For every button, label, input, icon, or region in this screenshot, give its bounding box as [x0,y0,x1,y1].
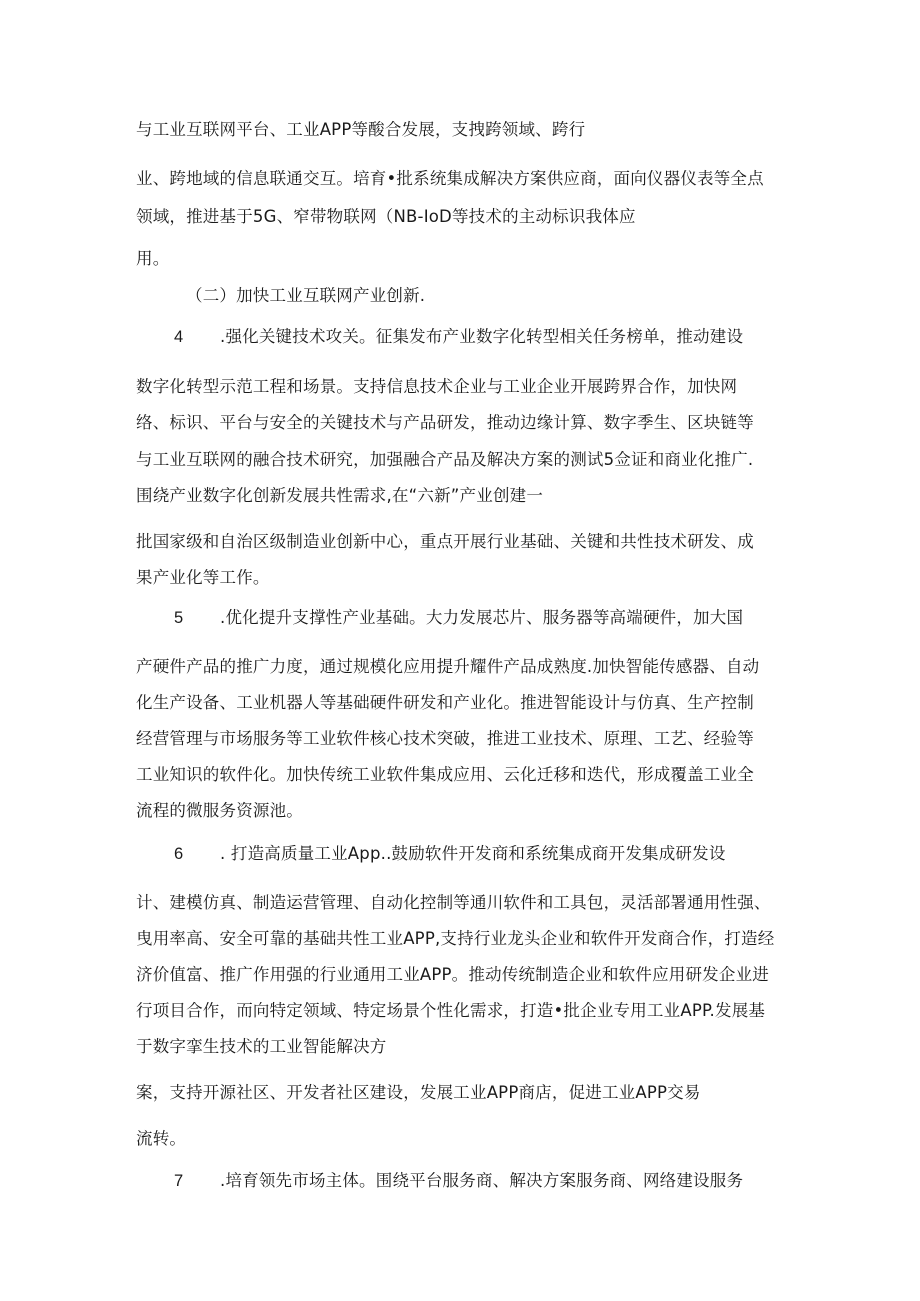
body-line: 批国家级和自治区级制造业创新中心，重点开展行业基础、关键和共性技术研发、成 [136,532,754,551]
item-number: 4 [174,328,184,346]
item-heading-line: .培育领先市场主体。围绕平台服务商、解决方案服务商、网络建设服务 [220,1171,744,1190]
item-number: 7 [174,1172,184,1190]
body-line: 围绕产业数字化创新发展共性需求,在“六新”产业创建一 [136,486,544,505]
item-number: 6 [174,845,184,863]
body-line: 业、跨地域的信息联通交互。培育•批系统集成解决方案供应商，面向仪器仪表等全点 [136,169,764,188]
item-heading-line: .优化提升支撑性产业基础。大力发展芯片、服务器等高端硬件，加大国 [220,608,744,627]
body-line: 流程的微服务资源池。 [136,801,303,820]
item-heading-line: . 打造高质量工业App..鼓励软件开发商和系统集成商开发集成研发设 [220,844,726,863]
body-line: 与工业互联网的融合技术研究，加强融合产品及解决方案的测试5佥证和商业化推广. [136,450,754,469]
section-heading: （二）加快工业互联网产业创新. [186,286,426,305]
item-number: 5 [174,609,184,627]
body-line: 数字化转型示范工程和场景。支持信息技术企业与工业企业开展跨界合作，加快网 [136,377,738,396]
body-line: 产硬件产品的推广力度，通过规模化应用提升耀件产品成熟度.加快智能传感器、自动 [136,657,760,676]
body-line: 流转。 [136,1129,187,1148]
body-line: 案，支持开源社区、开发者社区建设，发展工业APP商店，促进工业APP交易 [136,1083,701,1102]
body-line: 曳用率高、安全可靠的基础共性工业APP,支持行业龙头企业和软件开发商合作，打造经 [136,929,775,948]
body-line: 果产业化等工作。 [136,568,270,587]
item-heading-line: .强化关键技术攻关。征集发布产业数字化转型相关任务榜单，推动建设 [220,327,744,346]
body-line: 络、标识、平台与安全的关键技术与产品研发，推动边缘计算、数字季生、区块链等 [136,413,754,432]
body-line: 领域，推进基于5G、窄带物联网（NB-IoD等技术的主动标识我体应 [136,207,636,226]
body-line: 化生产设备、工业机器人等基础硬件研发和产业化。推进智能设计与仿真、生产控制 [136,693,754,712]
body-line: 用。 [136,249,170,268]
body-line: 经营管理与市场服务等工业软件核心技术突破，推进工业技术、原理、工艺、经验等 [136,729,754,748]
body-line: 工业知识的软件化。加快传统工业软件集成应用、云化迁移和迭代，形成覆盖工业全 [136,765,754,784]
body-line: 与工业互联网平台、工业APP等酸合发展，支拽跨领域、跨行 [136,120,586,139]
body-line: 于数字挛生技术的工业智能解决方 [136,1037,387,1056]
body-line: 济价值富、推广作用强的行业通用工业APP。推动传统制造企业和软件应用研发企业进 [136,965,769,984]
body-line: 行项目合作，而向特定领域、特定场景个性化需求，打造•批企业专用工业APP.发展基 [136,1001,766,1020]
body-line: 计、建模仿真、制造运营管理、自动化控制等通川软件和工具包，灵活部署通用性强、 [136,893,771,912]
